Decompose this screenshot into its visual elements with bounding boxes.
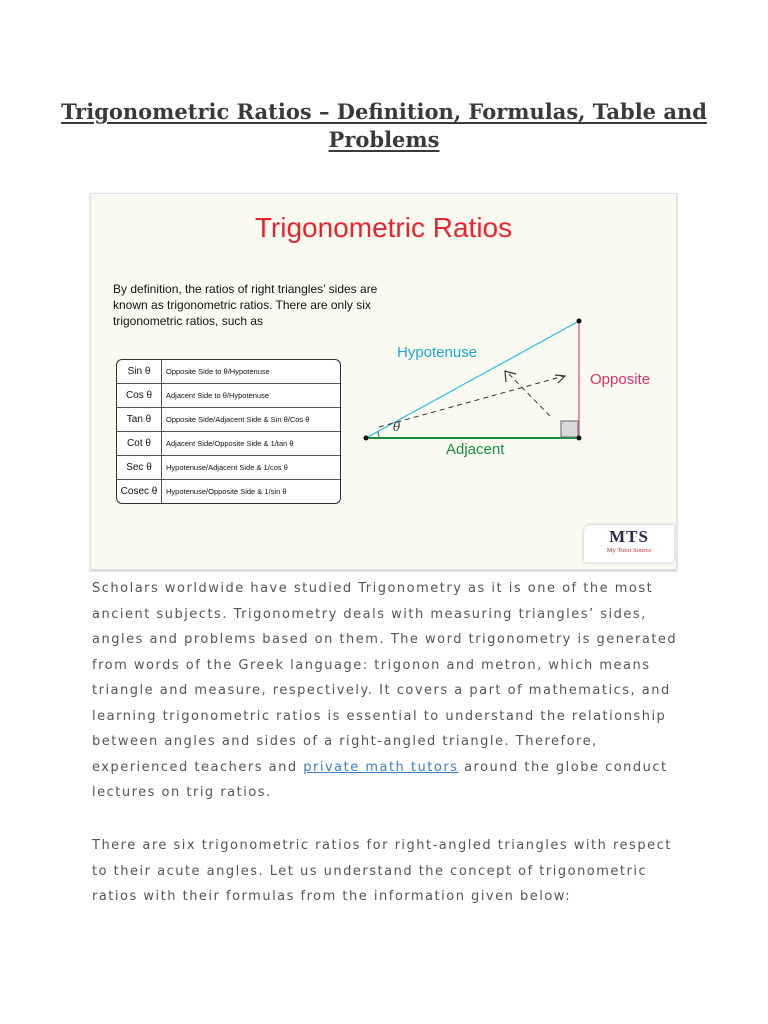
- private-math-tutors-link[interactable]: private math tutors: [303, 759, 459, 775]
- theta-label: θ: [393, 420, 401, 434]
- logo-mark: MTS: [609, 527, 649, 546]
- article-title: Trigonometric Ratios – Definition, Formulas, Table and Problems: [61, 99, 707, 152]
- ratio-name: Sin θ: [117, 360, 162, 383]
- dashed-arrow-hypotenuse: [508, 373, 550, 416]
- opposite-label: Opposite: [590, 371, 651, 388]
- ratio-definition: Hypotenuse/Adjacent Side & 1/cos θ: [166, 463, 288, 472]
- intro-paragraph: [92, 576, 682, 806]
- ratio-definition: Adjacent Side to θ/Hypotenuse: [166, 391, 269, 400]
- adjacent-label: Adjacent: [446, 441, 505, 458]
- ratio-definition: Hypotenuse/Opposite Side & 1/sin θ: [166, 487, 287, 496]
- infographic-definition: By definition, the ratios of right triangles’ sides are known as trigonometric ratios. There are only six trigonometric ratios, such as: [113, 282, 378, 328]
- arrowhead-icon: [555, 375, 565, 383]
- right-angle-marker: [561, 421, 578, 437]
- ratio-name: Cos θ: [117, 384, 162, 407]
- ratio-definition: Adjacent Side/Opposite Side & 1/tan θ: [166, 439, 294, 448]
- second-paragraph: There are six trigonometric ratios for right-angled triangles with respect to their acute angles. Let us understand the concept of trigonometric ratios with their formulas from the information given below:: [92, 838, 672, 904]
- ratio-name: Tan θ: [117, 408, 162, 431]
- ratio-definition: Opposite Side to θ/Hypotenuse: [166, 367, 270, 376]
- intro-text-start: Scholars worldwide have studied Trigonometry as it is one of the most ancient subjects. Trigonometry deals with measuring triangles’ sides, angles and problems based on them. The word trigonometry is generated from words of the Greek language: trigonon and metron, which means triangle and measure, respectively. It covers a part of mathematics, and learning trigonometric ratios is essential to understand the relationship between angles and sides of a right-angled triangle. Therefore, experienced teachers and: [92, 581, 678, 775]
- vertex-dot: [577, 436, 582, 441]
- trig-ratios-infographic: [90, 193, 677, 570]
- infographic-title: Trigonometric Ratios: [254, 212, 513, 243]
- vertex-dot: [364, 436, 369, 441]
- vertex-dot: [577, 319, 582, 324]
- intro-text-end: around the globe conduct lectures on trig ratios.: [92, 759, 668, 800]
- logo-subtitle: My Tutor Source: [606, 547, 652, 554]
- arrowhead-icon: [505, 371, 516, 382]
- ratio-definition: Opposite Side/Adjacent Side & Sin θ/Cos θ: [166, 415, 310, 424]
- ratio-name: Cot θ: [117, 432, 162, 455]
- ratio-name: Sec θ: [117, 456, 162, 479]
- hypotenuse-label: Hypotenuse: [397, 344, 478, 361]
- ratio-name: Cosec θ: [117, 480, 162, 503]
- mts-logo: [584, 525, 674, 562]
